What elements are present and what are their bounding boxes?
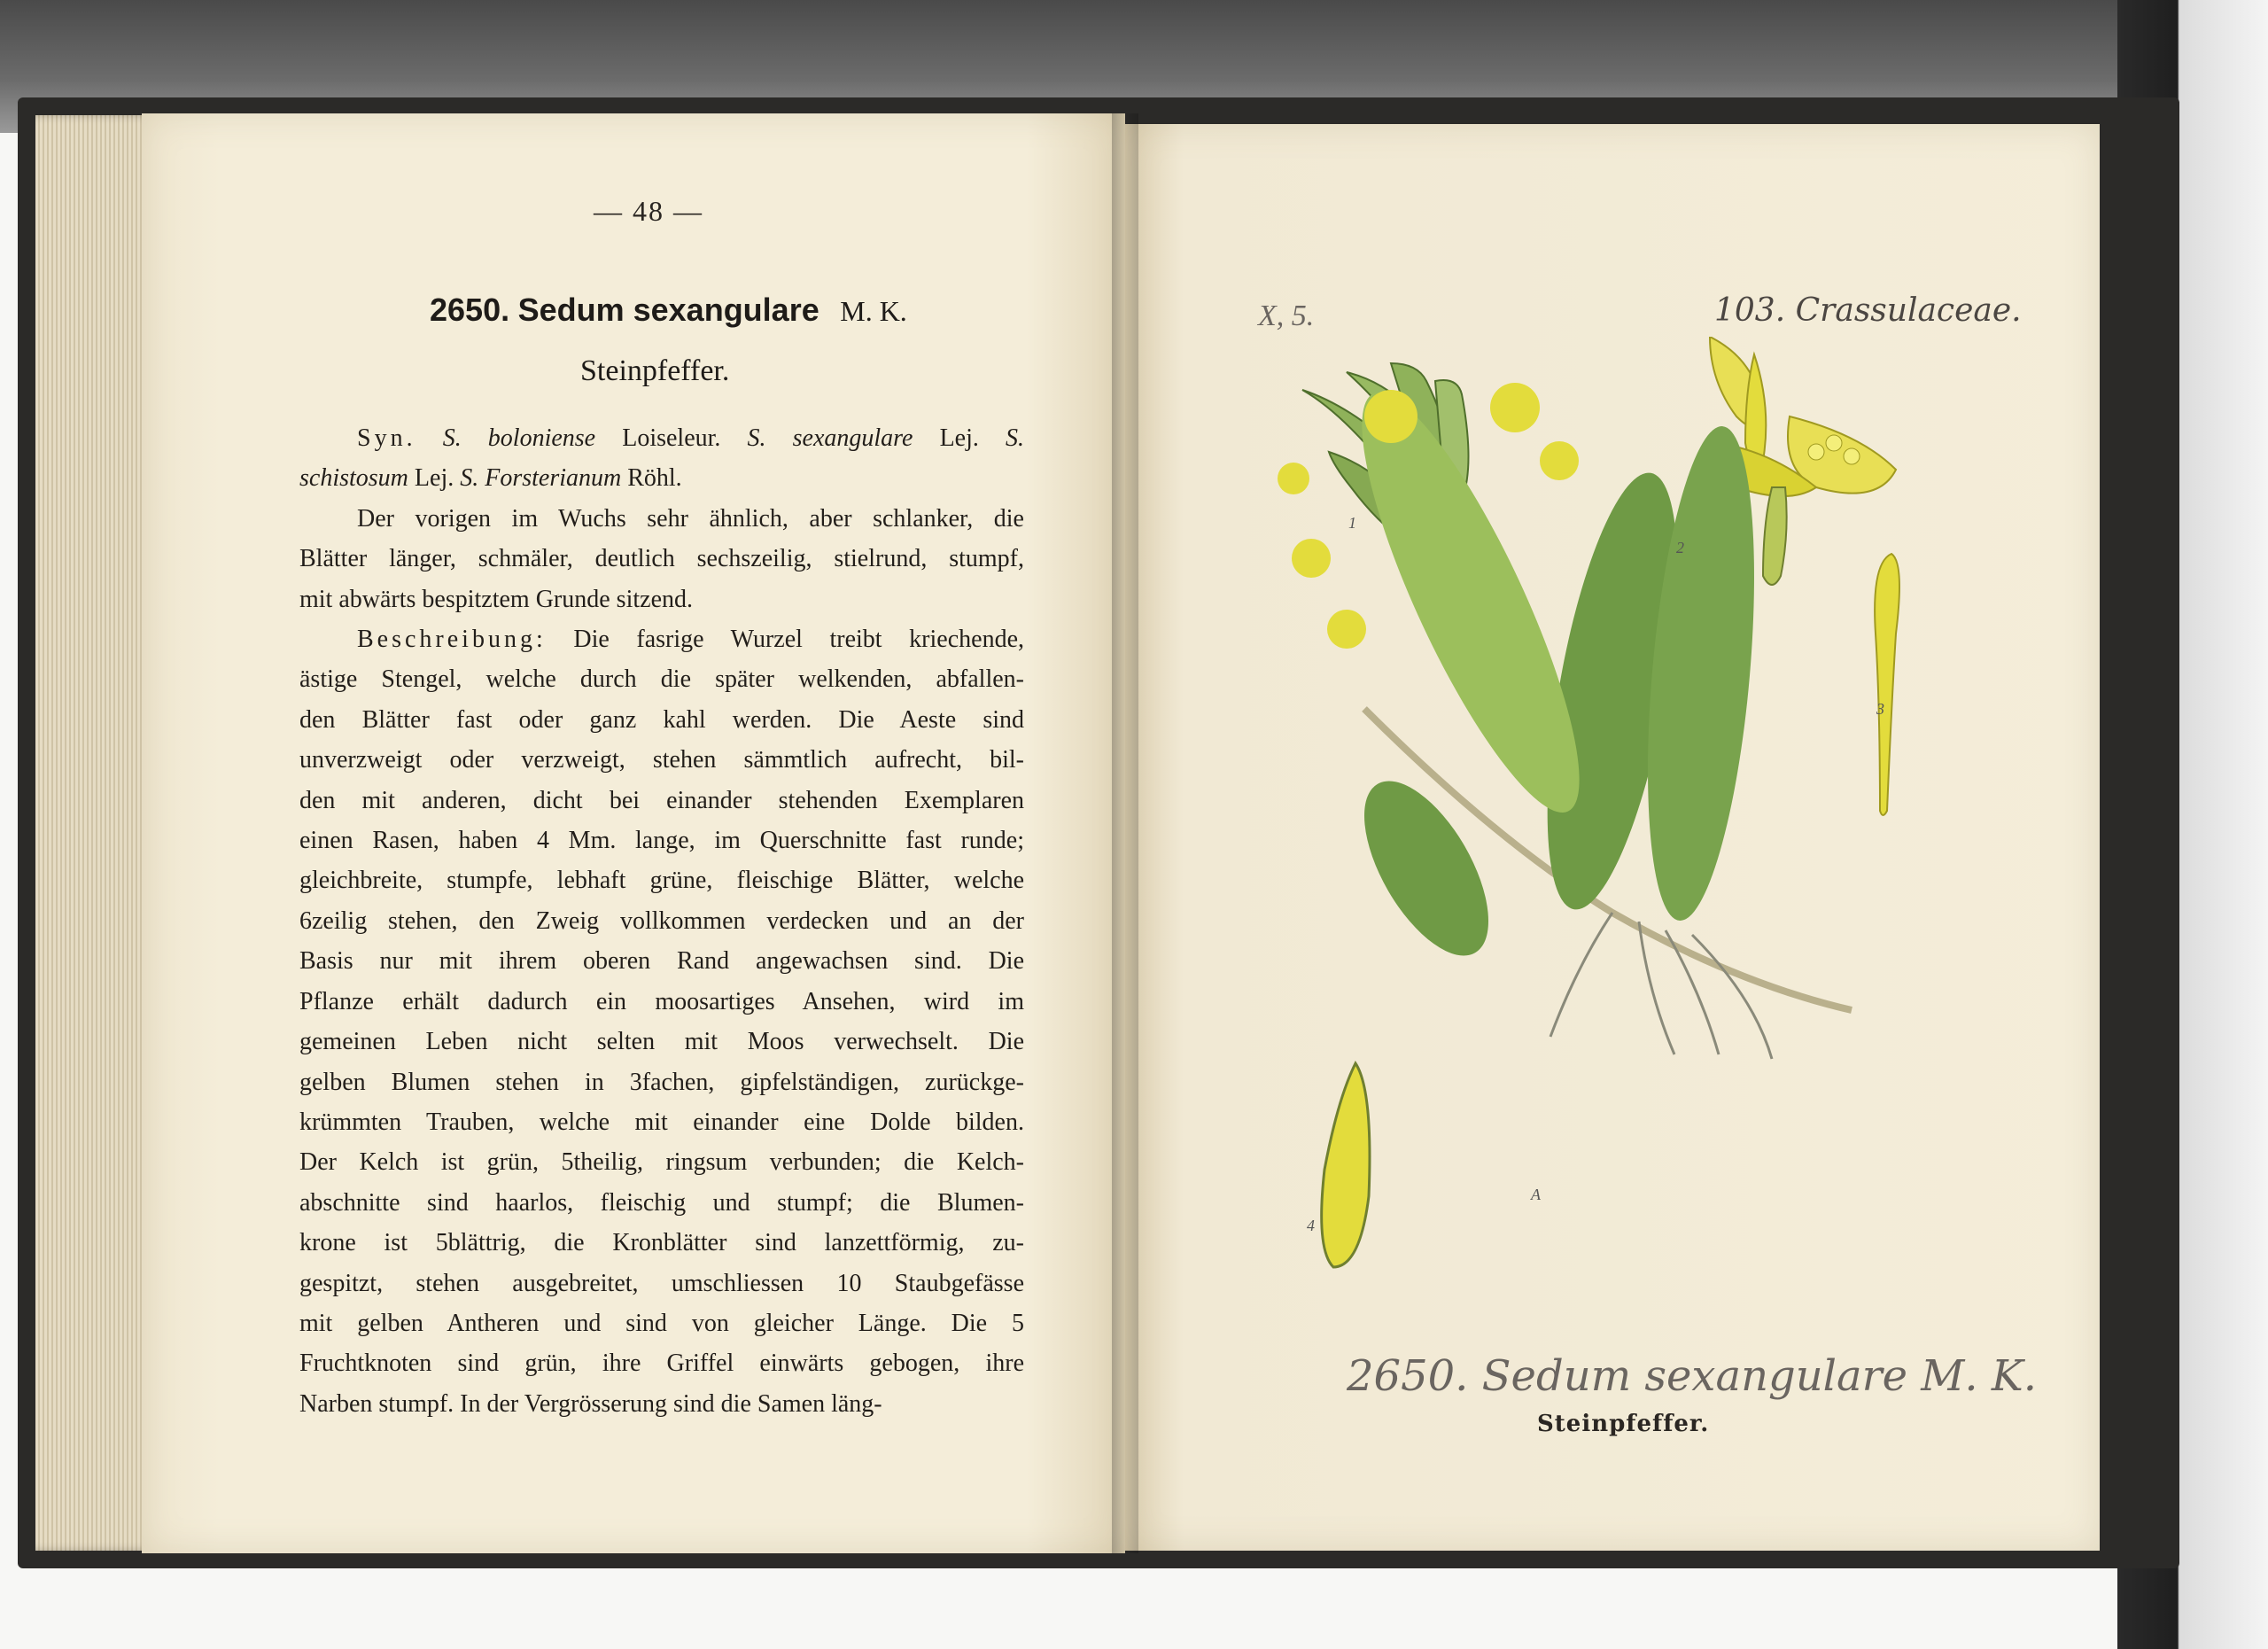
text-line: krümmten Trauben, welche mit einander eine Dolde bilden. bbox=[299, 1108, 1024, 1136]
figure-4-seed bbox=[1322, 1063, 1370, 1267]
description-label: Beschreibung: bbox=[357, 626, 547, 654]
text-line: unverzweigt oder verzweigt, stehen sämmtlich aufrecht, bil- bbox=[299, 746, 1024, 774]
paragraph-summary bbox=[299, 499, 1024, 619]
body-text bbox=[299, 418, 1024, 1424]
text-line: den Blätter fast oder ganz kahl werden. Die Aeste sind bbox=[299, 705, 1024, 734]
text-line: gemeinen Leben nicht selten mit Moos verwechselt. Die bbox=[299, 1028, 1024, 1056]
species-number: 2650. bbox=[430, 292, 510, 328]
plate-family: 103. Crassulaceae. bbox=[1714, 292, 2022, 329]
text-line: Beschreibung: Die fasrige Wurzel treibt kriechende, bbox=[357, 626, 1024, 654]
text-line: 6zeilig stehen, den Zweig vollkommen verdecken und an der bbox=[299, 906, 1024, 935]
figure-3-pistil bbox=[1875, 554, 1899, 815]
plate-number: X, 5. bbox=[1258, 299, 1315, 332]
text-line: ästige Stengel, welche durch die später welkenden, abfallen- bbox=[299, 665, 1024, 694]
figure-label-2: 2 bbox=[1676, 539, 1684, 556]
text-line: Der Kelch ist grün, 5theilig, ringsum verbunden; die Kelch- bbox=[299, 1148, 1024, 1177]
text-line: gelben Blumen stehen in 3fachen, gipfelständigen, zurückge- bbox=[299, 1068, 1024, 1096]
figure-label-a: A bbox=[1531, 1186, 1541, 1203]
text-line: Basis nur mit ihrem oberen Rand angewachsen sind. Die bbox=[299, 947, 1024, 976]
synonyms-line-2 bbox=[299, 458, 1024, 498]
botanical-illustration bbox=[1258, 337, 1949, 1329]
paragraph-description bbox=[299, 619, 1024, 1424]
text-line: Blätter länger, schmäler, deutlich sechszeilig, stielrund, stumpf, bbox=[299, 545, 1024, 573]
plate-caption: 2650. Sedum sexangulare M. K. bbox=[1347, 1351, 2038, 1401]
text-line: Pflanze erhält dadurch ein moosartiges Ansehen, wird im bbox=[299, 987, 1024, 1015]
text-line: krone ist 5blättrig, die Kronblätter sind lanzettförmig, zu- bbox=[299, 1229, 1024, 1257]
text-line: Fruchtknoten sind grün, ihre Griffel einwärts gebogen, ihre bbox=[299, 1350, 1024, 1378]
text-line: mit gelben Antheren und sind von gleicher Länge. Die 5 bbox=[299, 1309, 1024, 1337]
page-number: — 48 — bbox=[594, 195, 703, 227]
figure-label-3: 3 bbox=[1876, 700, 1884, 718]
text-line: Der vorigen im Wuchs sehr ähnlich, aber schlanker, die bbox=[357, 504, 1024, 533]
text-line: mit abwärts bespitztem Grunde sitzend. bbox=[299, 585, 693, 613]
book-gutter bbox=[1112, 113, 1138, 1553]
text-line: Narben stumpf. In der Vergrösserung sind die Samen läng- bbox=[299, 1389, 882, 1418]
text-line: Syn. S. boloniense Loiseleur. S. sexangulare Lej. S. bbox=[357, 424, 1024, 452]
figure-label-4: 4 bbox=[1307, 1217, 1315, 1234]
species-name: Sedum sexangulare bbox=[517, 292, 819, 328]
common-name: Steinpfeffer. bbox=[580, 354, 730, 387]
text-line: abschnitte sind haarlos, fleischig und stumpf; die Blumen- bbox=[299, 1188, 1024, 1217]
plate-common-name: Steinpfeffer. bbox=[1537, 1411, 1710, 1437]
text-line: schistosum Lej. S. Forsterianum Röhl. bbox=[299, 464, 682, 493]
text-line: gespitzt, stehen ausgebreitet, umschliessen 10 Staubgefässe bbox=[299, 1269, 1024, 1297]
synonyms bbox=[299, 418, 1024, 458]
species-author: M. K. bbox=[840, 295, 907, 327]
text-line: einen Rasen, haben 4 Mm. lange, im Querschnitte fast runde; bbox=[299, 827, 1024, 855]
text-line: den mit anderen, dicht bei einander stehenden Exemplaren bbox=[299, 786, 1024, 814]
figure-label-1: 1 bbox=[1348, 514, 1356, 532]
text-line: gleichbreite, stumpfe, lebhaft grüne, fleischige Blätter, welche bbox=[299, 867, 1024, 895]
species-heading bbox=[430, 291, 907, 330]
